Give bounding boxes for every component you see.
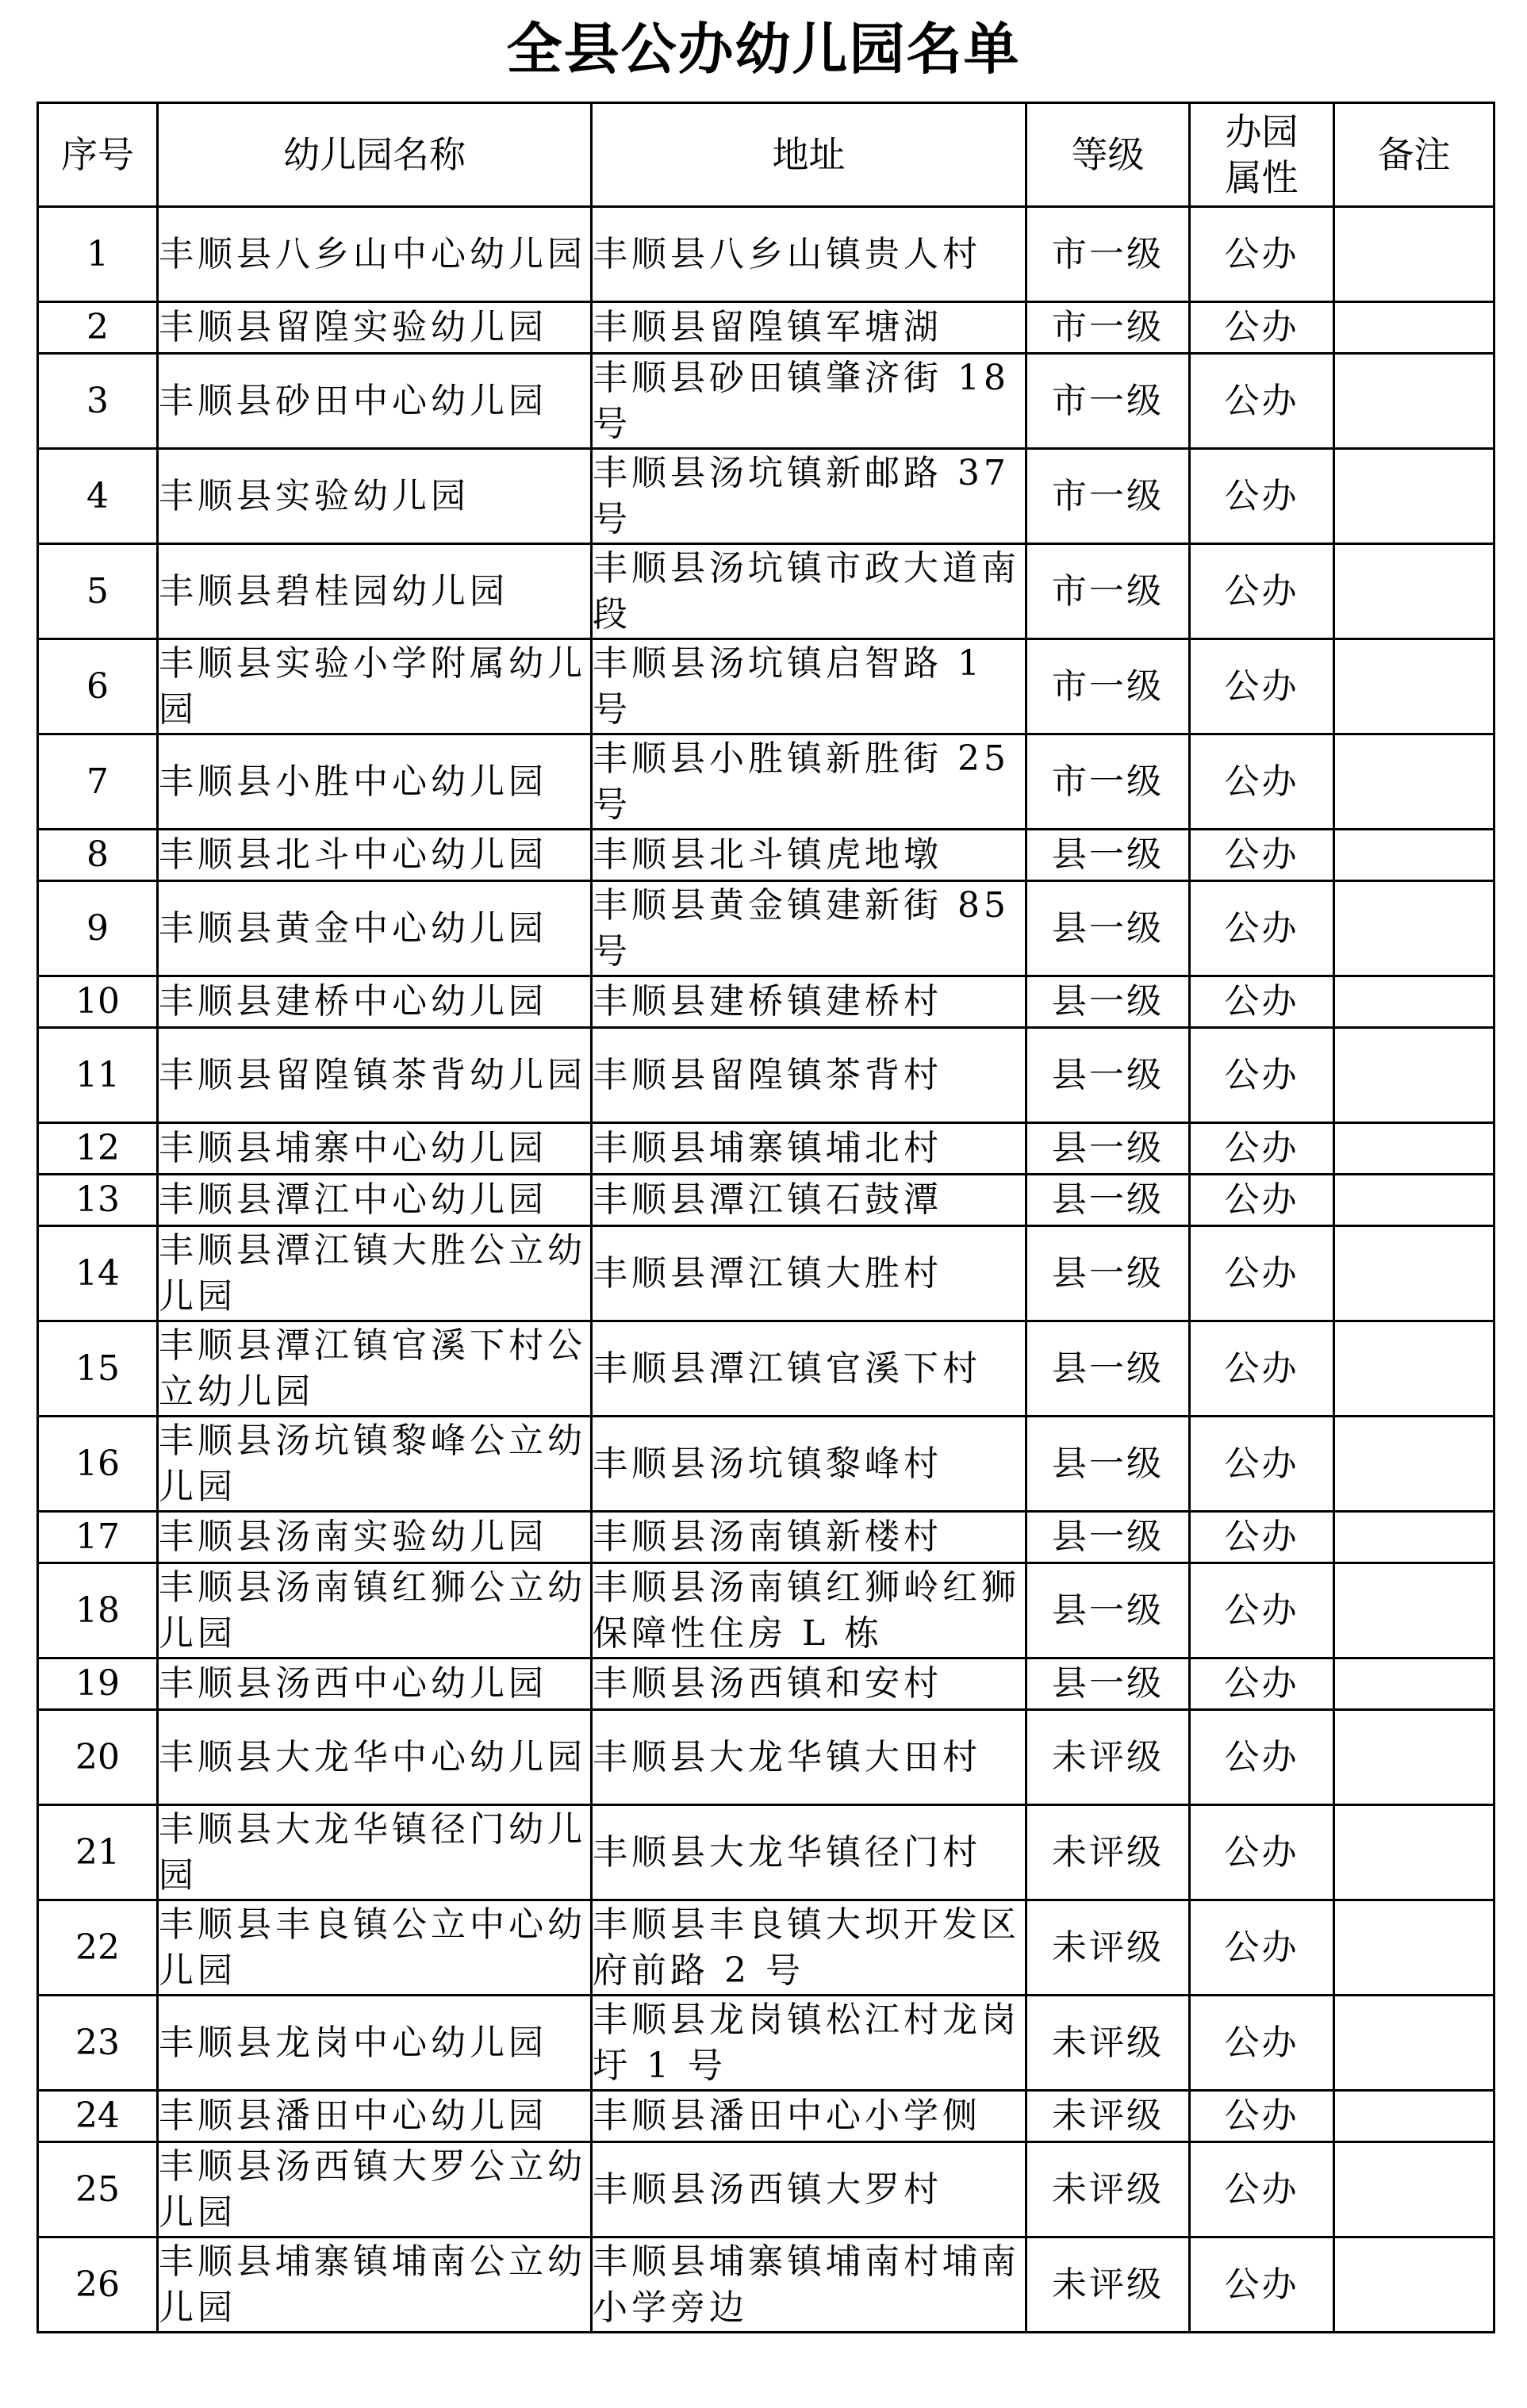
header-type-line1: 办园 xyxy=(1225,110,1299,153)
row-level: 县一级 xyxy=(1026,881,1190,976)
row-level: 市一级 xyxy=(1026,207,1190,302)
row-type: 公办 xyxy=(1190,302,1334,354)
row-type: 公办 xyxy=(1190,1226,1334,1321)
row-name: 丰顺县八乡山中心幼儿园 xyxy=(158,207,592,302)
row-address: 丰顺县八乡山镇贵人村 xyxy=(592,207,1026,302)
table-row xyxy=(38,1226,1494,1321)
table-row xyxy=(38,1900,1494,1996)
row-level: 未评级 xyxy=(1026,2142,1190,2237)
row-address: 丰顺县汤西镇大罗村 xyxy=(592,2142,1026,2237)
row-address: 丰顺县埔寨镇埔北村 xyxy=(592,1123,1026,1175)
header-type-line2: 属性 xyxy=(1225,156,1299,199)
row-type: 公办 xyxy=(1190,734,1334,830)
table-row xyxy=(38,639,1494,734)
row-address: 丰顺县汤南镇红狮岭红狮保障性住房 L 栋 xyxy=(592,1563,1026,1658)
row-note xyxy=(1334,1900,1494,1996)
row-level: 县一级 xyxy=(1026,1123,1190,1175)
row-address: 丰顺县留隍镇茶背村 xyxy=(592,1028,1026,1123)
table-row xyxy=(38,1321,1494,1417)
row-type: 公办 xyxy=(1190,639,1334,734)
row-name: 丰顺县留隍实验幼儿园 xyxy=(158,302,592,354)
row-note xyxy=(1334,2142,1494,2237)
row-level: 市一级 xyxy=(1026,354,1190,449)
row-type: 公办 xyxy=(1190,1996,1334,2091)
row-address: 丰顺县潭江镇大胜村 xyxy=(592,1226,1026,1321)
row-name: 丰顺县汤坑镇黎峰公立幼儿园 xyxy=(158,1417,592,1512)
row-type: 公办 xyxy=(1190,207,1334,302)
row-no: 4 xyxy=(38,449,158,544)
row-note xyxy=(1334,1996,1494,2091)
row-level: 未评级 xyxy=(1026,1996,1190,2091)
row-level: 县一级 xyxy=(1026,1563,1190,1658)
row-level: 市一级 xyxy=(1026,639,1190,734)
row-note xyxy=(1334,1226,1494,1321)
row-type: 公办 xyxy=(1190,1123,1334,1175)
row-note xyxy=(1334,1805,1494,1900)
row-no: 2 xyxy=(38,302,158,354)
row-address: 丰顺县建桥镇建桥村 xyxy=(592,976,1026,1028)
row-no: 3 xyxy=(38,354,158,449)
row-address: 丰顺县潘田中心小学侧 xyxy=(592,2091,1026,2142)
row-level: 县一级 xyxy=(1026,1028,1190,1123)
row-level: 县一级 xyxy=(1026,976,1190,1028)
row-type: 公办 xyxy=(1190,1417,1334,1512)
row-note xyxy=(1334,881,1494,976)
row-note xyxy=(1334,1417,1494,1512)
row-no: 1 xyxy=(38,207,158,302)
row-no: 26 xyxy=(38,2237,158,2333)
header-type xyxy=(1190,103,1334,207)
row-address: 丰顺县丰良镇大坝开发区府前路 2 号 xyxy=(592,1900,1026,1996)
row-no: 23 xyxy=(38,1996,158,2091)
table-row xyxy=(38,1658,1494,1710)
row-name: 丰顺县汤南实验幼儿园 xyxy=(158,1512,592,1563)
row-note xyxy=(1334,449,1494,544)
row-address: 丰顺县汤坑镇市政大道南段 xyxy=(592,544,1026,639)
row-note xyxy=(1334,1563,1494,1658)
row-type: 公办 xyxy=(1190,1710,1334,1805)
row-name: 丰顺县埔寨中心幼儿园 xyxy=(158,1123,592,1175)
row-level: 市一级 xyxy=(1026,302,1190,354)
row-address: 丰顺县小胜镇新胜街 25 号 xyxy=(592,734,1026,830)
row-type: 公办 xyxy=(1190,1028,1334,1123)
row-note xyxy=(1334,2237,1494,2333)
row-level: 县一级 xyxy=(1026,1226,1190,1321)
table-row xyxy=(38,881,1494,976)
row-address: 丰顺县潭江镇官溪下村 xyxy=(592,1321,1026,1417)
row-type: 公办 xyxy=(1190,1563,1334,1658)
row-level: 市一级 xyxy=(1026,734,1190,830)
row-note xyxy=(1334,1123,1494,1175)
row-level: 未评级 xyxy=(1026,2091,1190,2142)
row-type: 公办 xyxy=(1190,1321,1334,1417)
table-row xyxy=(38,1512,1494,1563)
row-type: 公办 xyxy=(1190,1658,1334,1710)
row-address: 丰顺县汤西镇和安村 xyxy=(592,1658,1026,1710)
row-name: 丰顺县实验幼儿园 xyxy=(158,449,592,544)
row-type: 公办 xyxy=(1190,1805,1334,1900)
row-no: 13 xyxy=(38,1175,158,1226)
row-name: 丰顺县埔寨镇埔南公立幼儿园 xyxy=(158,2237,592,2333)
row-note xyxy=(1334,1512,1494,1563)
table-row xyxy=(38,1028,1494,1123)
table-row xyxy=(38,1710,1494,1805)
row-address: 丰顺县龙岗镇松江村龙岗圩 1 号 xyxy=(592,1996,1026,2091)
row-level: 未评级 xyxy=(1026,2237,1190,2333)
table-row xyxy=(38,2142,1494,2237)
table-row xyxy=(38,976,1494,1028)
row-name: 丰顺县大龙华中心幼儿园 xyxy=(158,1710,592,1805)
row-address: 丰顺县汤南镇新楼村 xyxy=(592,1512,1026,1563)
row-type: 公办 xyxy=(1190,2142,1334,2237)
row-no: 25 xyxy=(38,2142,158,2237)
header-level: 等级 xyxy=(1026,103,1190,207)
row-name: 丰顺县大龙华镇径门幼儿园 xyxy=(158,1805,592,1900)
row-level: 县一级 xyxy=(1026,1175,1190,1226)
header-name: 幼儿园名称 xyxy=(158,103,592,207)
row-note xyxy=(1334,302,1494,354)
kindergarten-table xyxy=(36,102,1495,2333)
row-no: 10 xyxy=(38,976,158,1028)
row-type: 公办 xyxy=(1190,881,1334,976)
row-name: 丰顺县北斗中心幼儿园 xyxy=(158,830,592,881)
row-no: 12 xyxy=(38,1123,158,1175)
row-address: 丰顺县潭江镇石鼓潭 xyxy=(592,1175,1026,1226)
row-no: 5 xyxy=(38,544,158,639)
row-no: 7 xyxy=(38,734,158,830)
row-address: 丰顺县汤坑镇新邮路 37 号 xyxy=(592,449,1026,544)
row-address: 丰顺县大龙华镇径门村 xyxy=(592,1805,1026,1900)
row-no: 6 xyxy=(38,639,158,734)
row-type: 公办 xyxy=(1190,449,1334,544)
row-level: 县一级 xyxy=(1026,830,1190,881)
table-row xyxy=(38,830,1494,881)
row-name: 丰顺县实验小学附属幼儿园 xyxy=(158,639,592,734)
row-note xyxy=(1334,1321,1494,1417)
row-name: 丰顺县汤西镇大罗公立幼儿园 xyxy=(158,2142,592,2237)
row-no: 8 xyxy=(38,830,158,881)
row-level: 未评级 xyxy=(1026,1710,1190,1805)
row-address: 丰顺县汤坑镇黎峰村 xyxy=(592,1417,1026,1512)
table-header-row xyxy=(38,103,1494,207)
table-row xyxy=(38,1175,1494,1226)
row-name: 丰顺县潭江中心幼儿园 xyxy=(158,1175,592,1226)
row-name: 丰顺县小胜中心幼儿园 xyxy=(158,734,592,830)
row-type: 公办 xyxy=(1190,354,1334,449)
row-address: 丰顺县留隍镇军塘湖 xyxy=(592,302,1026,354)
row-no: 21 xyxy=(38,1805,158,1900)
row-type: 公办 xyxy=(1190,1175,1334,1226)
row-no: 9 xyxy=(38,881,158,976)
header-no: 序号 xyxy=(38,103,158,207)
row-address: 丰顺县砂田镇肇济街 18 号 xyxy=(592,354,1026,449)
row-name: 丰顺县建桥中心幼儿园 xyxy=(158,976,592,1028)
row-level: 县一级 xyxy=(1026,1417,1190,1512)
row-note xyxy=(1334,1658,1494,1710)
row-no: 15 xyxy=(38,1321,158,1417)
row-no: 16 xyxy=(38,1417,158,1512)
row-type: 公办 xyxy=(1190,1512,1334,1563)
page-title: 全县公办幼儿园名单 xyxy=(506,17,1021,82)
row-level: 县一级 xyxy=(1026,1658,1190,1710)
row-address: 丰顺县大龙华镇大田村 xyxy=(592,1710,1026,1805)
row-type: 公办 xyxy=(1190,2091,1334,2142)
row-note xyxy=(1334,639,1494,734)
header-note: 备注 xyxy=(1334,103,1494,207)
row-type: 公办 xyxy=(1190,830,1334,881)
row-name: 丰顺县丰良镇公立中心幼儿园 xyxy=(158,1900,592,1996)
row-no: 18 xyxy=(38,1563,158,1658)
row-name: 丰顺县留隍镇茶背幼儿园 xyxy=(158,1028,592,1123)
table-row xyxy=(38,544,1494,639)
row-address: 丰顺县汤坑镇启智路 1 号 xyxy=(592,639,1026,734)
row-no: 20 xyxy=(38,1710,158,1805)
row-no: 24 xyxy=(38,2091,158,2142)
row-no: 17 xyxy=(38,1512,158,1563)
table-row xyxy=(38,1563,1494,1658)
row-name: 丰顺县潭江镇大胜公立幼儿园 xyxy=(158,1226,592,1321)
row-no: 14 xyxy=(38,1226,158,1321)
row-name: 丰顺县潭江镇官溪下村公立幼儿园 xyxy=(158,1321,592,1417)
table-row xyxy=(38,1417,1494,1512)
row-level: 未评级 xyxy=(1026,1805,1190,1900)
row-no: 19 xyxy=(38,1658,158,1710)
row-name: 丰顺县汤南镇红狮公立幼儿园 xyxy=(158,1563,592,1658)
row-level: 未评级 xyxy=(1026,1900,1190,1996)
table-row xyxy=(38,354,1494,449)
row-no: 11 xyxy=(38,1028,158,1123)
row-note xyxy=(1334,830,1494,881)
table-row xyxy=(38,449,1494,544)
row-address: 丰顺县北斗镇虎地墩 xyxy=(592,830,1026,881)
table-row xyxy=(38,2237,1494,2333)
row-note xyxy=(1334,976,1494,1028)
row-type: 公办 xyxy=(1190,2237,1334,2333)
row-note xyxy=(1334,207,1494,302)
row-name: 丰顺县黄金中心幼儿园 xyxy=(158,881,592,976)
row-note xyxy=(1334,2091,1494,2142)
table-row xyxy=(38,2091,1494,2142)
row-level: 县一级 xyxy=(1026,1512,1190,1563)
row-note xyxy=(1334,1175,1494,1226)
row-name: 丰顺县汤西中心幼儿园 xyxy=(158,1658,592,1710)
row-note xyxy=(1334,354,1494,449)
row-address: 丰顺县黄金镇建新街 85 号 xyxy=(592,881,1026,976)
row-note xyxy=(1334,1710,1494,1805)
row-address: 丰顺县埔寨镇埔南村埔南小学旁边 xyxy=(592,2237,1026,2333)
row-level: 县一级 xyxy=(1026,1321,1190,1417)
row-level: 市一级 xyxy=(1026,449,1190,544)
row-type: 公办 xyxy=(1190,976,1334,1028)
table-row xyxy=(38,302,1494,354)
table-row xyxy=(38,207,1494,302)
row-name: 丰顺县潘田中心幼儿园 xyxy=(158,2091,592,2142)
table-row xyxy=(38,734,1494,830)
row-name: 丰顺县龙岗中心幼儿园 xyxy=(158,1996,592,2091)
row-note xyxy=(1334,734,1494,830)
table-row xyxy=(38,1123,1494,1175)
row-type: 公办 xyxy=(1190,544,1334,639)
row-note xyxy=(1334,1028,1494,1123)
row-name: 丰顺县碧桂园幼儿园 xyxy=(158,544,592,639)
row-note xyxy=(1334,544,1494,639)
table-row xyxy=(38,1805,1494,1900)
row-level: 市一级 xyxy=(1026,544,1190,639)
row-no: 22 xyxy=(38,1900,158,1996)
row-name: 丰顺县砂田中心幼儿园 xyxy=(158,354,592,449)
header-address: 地址 xyxy=(592,103,1026,207)
table-row xyxy=(38,1996,1494,2091)
row-type: 公办 xyxy=(1190,1900,1334,1996)
